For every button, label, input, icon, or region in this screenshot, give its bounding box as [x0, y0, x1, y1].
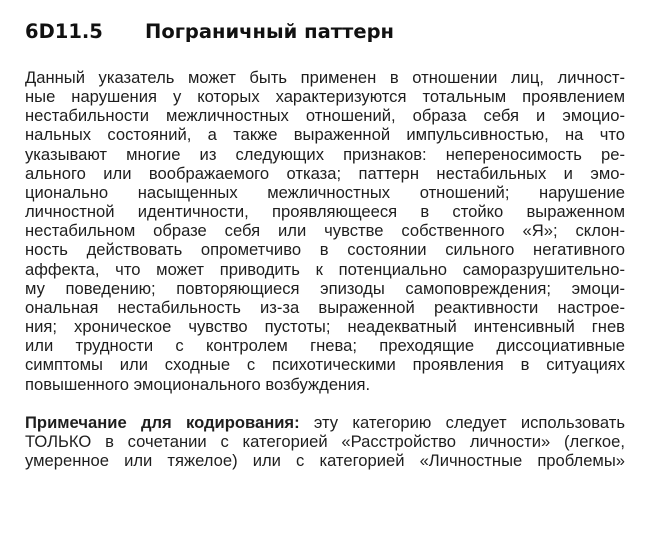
section-code: 6D11.5: [25, 20, 103, 43]
coding-note: [25, 413, 625, 470]
section-title: Пограничный паттерн: [145, 20, 394, 43]
paragraph-line: указывают многие из следующих признаков: непереносимость ре-: [25, 144, 625, 164]
paragraph-line: личностной идентичности, проявляющееся в стойко выраженном: [25, 202, 625, 222]
paragraph-line: ционально насыщенных межличностных отношений; нарушение: [25, 182, 625, 202]
coding-note-line: ТОЛЬКО в сочетании с категорией «Расстройство личности» (легкое,: [25, 431, 625, 451]
paragraph-line: ального или воображаемого отказа; паттерн нестабильных и эмо-: [25, 163, 625, 183]
paragraph-line: ность действовать опрометчиво в состоянии сильного негативного: [25, 240, 625, 260]
paragraph-line: Данный указатель может быть применен в отношении лиц, личност-: [25, 68, 625, 87]
paragraph-line: нальных состояний, а также выраженной импульсивностью, на что: [25, 125, 625, 145]
section-heading: [25, 18, 625, 46]
coding-note-line: умеренное или тяжелое) или с категорией «Личностные проблемы»: [25, 450, 625, 470]
paragraph-line: ональная нестабильность из-за выраженной реактивности настрое-: [25, 297, 625, 317]
paragraph-line: нестабильном образе себя или чувстве собственного «Я»; склон-: [25, 221, 625, 241]
paragraph-line: повышенного эмоционального возбуждения.: [25, 374, 371, 394]
paragraph-line: ные нарушения у которых характеризуются тотальным проявлением: [25, 87, 625, 107]
paragraph-line: му поведению; повторяющиеся эпизоды самоповреждения; эмоци-: [25, 278, 625, 298]
paragraph-line: нестабильности межличностных отношений, образа себя и эмоцио-: [25, 106, 625, 126]
paragraph-line: аффекта, что может приводить к потенциально саморазрушительно-: [25, 259, 625, 279]
description-paragraph: [25, 68, 625, 394]
paragraph-line: ния; хроническое чувство пустоты; неадекватный интенсивный гнев: [25, 317, 625, 337]
coding-note-label: Примечание для кодирования:: [25, 412, 300, 432]
paragraph-line: или трудности с контролем гнева; преходящие диссоциативные: [25, 336, 625, 356]
paragraph-line: симптомы или сходные с психотическими проявления в ситуациях: [25, 355, 625, 375]
coding-note-text: эту категорию следует использовать: [299, 412, 625, 432]
coding-note-line: [25, 413, 625, 432]
document-page: [25, 18, 625, 470]
